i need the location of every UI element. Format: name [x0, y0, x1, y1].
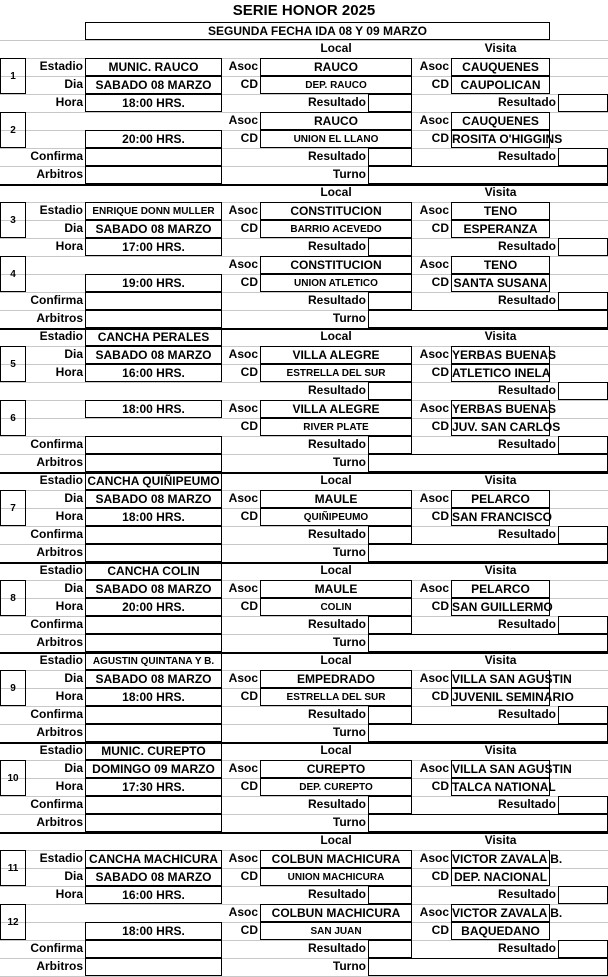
visita-header: Visita — [484, 473, 517, 487]
asoc-label: Asoc — [228, 905, 258, 919]
turno-label: Turno — [332, 545, 366, 559]
turno-label: Turno — [332, 959, 366, 973]
visita-asoc: VILLA SAN AGUSTIN — [452, 672, 572, 686]
asoc-label: Asoc — [419, 491, 449, 505]
dia-value: SABADO 08 MARZO — [85, 76, 222, 94]
hora-value: 20:00 HRS. — [85, 598, 222, 616]
local-asoc: COLBUN MACHICURA — [260, 850, 412, 868]
turno-label: Turno — [332, 815, 366, 829]
visita-asoc: VILLA SAN AGUSTIN — [452, 762, 572, 776]
local-asoc: MAULE — [260, 580, 412, 598]
local-asoc: RAUCO — [260, 58, 412, 76]
hora-value: 18:00 HRS. — [85, 922, 222, 940]
local-result-box — [368, 436, 412, 454]
local-header: Local — [320, 833, 352, 847]
arbitros-box — [85, 310, 222, 328]
turno-box — [368, 310, 608, 328]
local-header: Local — [320, 473, 352, 487]
cd-label: CD — [431, 275, 449, 289]
dia-label: Dia — [64, 671, 83, 685]
confirma-label: Confirma — [30, 527, 83, 541]
asoc-label: Asoc — [419, 257, 449, 271]
local-cd: SAN JUAN — [260, 922, 412, 940]
resultado-label: Resultado — [307, 437, 366, 451]
asoc-label: Asoc — [419, 203, 449, 217]
cd-label: CD — [431, 923, 449, 937]
confirma-box — [85, 526, 222, 544]
visita-asoc: PELARCO — [451, 490, 550, 508]
cd-label: CD — [240, 599, 258, 613]
estadio-label: Estadio — [39, 473, 83, 487]
visita-asoc: CAUQUENES — [451, 58, 550, 76]
asoc-label: Asoc — [419, 59, 449, 73]
local-cd: UNION MACHICURA — [260, 868, 412, 886]
resultado-label: Resultado — [307, 797, 366, 811]
hora-value: 16:00 HRS. — [85, 886, 222, 904]
visita-result-box — [558, 382, 608, 400]
visita-asoc: PELARCO — [451, 580, 550, 598]
local-cd: DEP. RAUCO — [260, 76, 412, 94]
turno-box — [368, 724, 608, 742]
confirma-box — [85, 616, 222, 634]
cd-label: CD — [240, 869, 258, 883]
resultado-label: Resultado — [497, 383, 556, 397]
visita-result-box — [558, 706, 608, 724]
hora-value: 18:00 HRS. — [85, 688, 222, 706]
asoc-label: Asoc — [228, 581, 258, 595]
match-number: 5 — [0, 346, 26, 382]
visita-asoc: VICTOR ZAVALA B. — [452, 906, 563, 920]
match-number: 10 — [0, 760, 26, 796]
match-number: 7 — [0, 490, 26, 526]
visita-asoc: TENO — [451, 256, 550, 274]
visita-cd: SANTA SUSANA — [451, 274, 550, 292]
visita-result-box — [558, 238, 608, 256]
cd-label: CD — [431, 779, 449, 793]
local-result-box — [368, 796, 412, 814]
hora-label: Hora — [55, 239, 83, 253]
local-result-box — [368, 94, 412, 112]
cd-label: CD — [240, 689, 258, 703]
asoc-label: Asoc — [419, 851, 449, 865]
local-asoc: CUREPTO — [260, 760, 412, 778]
cd-label: CD — [431, 869, 449, 883]
local-result-box — [368, 616, 412, 634]
visita-header: Visita — [484, 41, 517, 55]
arbitros-label: Arbitros — [36, 311, 83, 325]
turno-box — [368, 544, 608, 562]
arbitros-label: Arbitros — [36, 725, 83, 739]
hora-value: 16:00 HRS. — [85, 364, 222, 382]
dia-value: SABADO 08 MARZO — [85, 490, 222, 508]
match-number: 9 — [0, 670, 26, 706]
turno-label: Turno — [332, 167, 366, 181]
visita-result-box — [558, 526, 608, 544]
dia-label: Dia — [64, 491, 83, 505]
local-asoc: CONSTITUCION — [260, 256, 412, 274]
confirma-label: Confirma — [30, 437, 83, 451]
arbitros-box — [85, 814, 222, 832]
visita-result-box — [558, 796, 608, 814]
visita-cd: TALCA NATIONAL — [452, 780, 556, 794]
visita-cd: DEP. NACIONAL — [451, 868, 550, 886]
visita-cd: SAN FRANCISCO — [452, 510, 553, 524]
arbitros-box — [85, 454, 222, 472]
estadio-value: CANCHA PERALES — [85, 328, 222, 346]
cd-label: CD — [240, 779, 258, 793]
visita-cd: ATLETICO INELA — [452, 366, 551, 380]
local-cd: UNION EL LLANO — [260, 130, 412, 148]
dia-value: SABADO 08 MARZO — [85, 580, 222, 598]
hora-value: 20:00 HRS. — [85, 130, 222, 148]
visita-cd: SAN GUILLERMO — [452, 600, 553, 614]
confirma-label: Confirma — [30, 293, 83, 307]
cd-label: CD — [240, 131, 258, 145]
visita-cd: ROSITA O'HIGGINS — [452, 132, 563, 146]
cd-label: CD — [240, 419, 258, 433]
resultado-label: Resultado — [497, 941, 556, 955]
visita-result-box — [558, 616, 608, 634]
estadio-value: AGUSTIN QUINTANA Y B. — [85, 652, 222, 670]
resultado-label: Resultado — [307, 149, 366, 163]
hora-value: 18:00 HRS. — [85, 94, 222, 112]
local-result-box — [368, 526, 412, 544]
visita-header: Visita — [484, 743, 517, 757]
visita-cd: JUV. SAN CARLOS — [452, 420, 561, 434]
visita-result-box — [558, 292, 608, 310]
asoc-label: Asoc — [228, 491, 258, 505]
resultado-label: Resultado — [497, 149, 556, 163]
resultado-label: Resultado — [307, 887, 366, 901]
local-result-box — [368, 238, 412, 256]
turno-label: Turno — [332, 455, 366, 469]
hora-value: 17:30 HRS. — [85, 778, 222, 796]
asoc-label: Asoc — [228, 347, 258, 361]
resultado-label: Resultado — [307, 617, 366, 631]
dia-label: Dia — [64, 869, 83, 883]
estadio-label: Estadio — [39, 653, 83, 667]
resultado-label: Resultado — [307, 941, 366, 955]
local-cd: QUIÑIPEUMO — [260, 508, 412, 526]
local-header: Local — [320, 743, 352, 757]
local-cd: RIVER PLATE — [260, 418, 412, 436]
asoc-label: Asoc — [419, 905, 449, 919]
asoc-label: Asoc — [419, 761, 449, 775]
visita-cd: CAUPOLICAN — [451, 76, 550, 94]
resultado-label: Resultado — [307, 293, 366, 307]
estadio-value: CANCHA QUIÑIPEUMO — [85, 472, 222, 490]
local-asoc: CONSTITUCION — [260, 202, 412, 220]
confirma-box — [85, 796, 222, 814]
cd-label: CD — [431, 77, 449, 91]
asoc-label: Asoc — [419, 581, 449, 595]
arbitros-label: Arbitros — [36, 635, 83, 649]
dia-value: SABADO 08 MARZO — [85, 220, 222, 238]
visita-asoc: VICTOR ZAVALA B. — [452, 852, 563, 866]
turno-box — [368, 814, 608, 832]
hora-label: Hora — [55, 509, 83, 523]
arbitros-box — [85, 166, 222, 184]
match-number: 8 — [0, 580, 26, 616]
resultado-label: Resultado — [497, 437, 556, 451]
visita-asoc: YERBAS BUENAS — [452, 348, 557, 362]
resultado-label: Resultado — [307, 527, 366, 541]
turno-box — [368, 454, 608, 472]
asoc-label: Asoc — [228, 761, 258, 775]
hora-label: Hora — [55, 95, 83, 109]
resultado-label: Resultado — [497, 707, 556, 721]
local-header: Local — [320, 41, 352, 55]
cd-label: CD — [431, 599, 449, 613]
match-number: 11 — [0, 850, 26, 886]
asoc-label: Asoc — [228, 851, 258, 865]
turno-box — [368, 958, 608, 976]
match-number: 4 — [0, 256, 26, 292]
local-asoc: RAUCO — [260, 112, 412, 130]
dia-value: SABADO 08 MARZO — [85, 670, 222, 688]
local-asoc: COLBUN MACHICURA — [260, 904, 412, 922]
local-cd: ESTRELLA DEL SUR — [260, 364, 412, 382]
local-asoc: VILLA ALEGRE — [260, 400, 412, 418]
dia-label: Dia — [64, 581, 83, 595]
subtitle: SEGUNDA FECHA IDA 08 Y 09 MARZO — [85, 22, 550, 40]
hora-value: 17:00 HRS. — [85, 238, 222, 256]
cd-label: CD — [431, 689, 449, 703]
visita-result-box — [558, 886, 608, 904]
estadio-label: Estadio — [39, 743, 83, 757]
turno-label: Turno — [332, 635, 366, 649]
dia-label: Dia — [64, 221, 83, 235]
visita-result-box — [558, 940, 608, 958]
cd-label: CD — [431, 365, 449, 379]
estadio-value: CANCHA MACHICURA — [85, 850, 222, 868]
local-cd: UNION ATLETICO — [260, 274, 412, 292]
cd-label: CD — [240, 509, 258, 523]
confirma-box — [85, 292, 222, 310]
resultado-label: Resultado — [497, 887, 556, 901]
local-header: Local — [320, 329, 352, 343]
match-number: 1 — [0, 58, 26, 94]
turno-label: Turno — [332, 311, 366, 325]
confirma-label: Confirma — [30, 707, 83, 721]
local-result-box — [368, 148, 412, 166]
resultado-label: Resultado — [497, 797, 556, 811]
resultado-label: Resultado — [497, 293, 556, 307]
local-cd: BARRIO ACEVEDO — [260, 220, 412, 238]
asoc-label: Asoc — [228, 203, 258, 217]
arbitros-label: Arbitros — [36, 455, 83, 469]
arbitros-box — [85, 544, 222, 562]
hora-value: 18:00 HRS. — [85, 400, 222, 418]
dia-label: Dia — [64, 347, 83, 361]
arbitros-box — [85, 958, 222, 976]
dia-label: Dia — [64, 761, 83, 775]
asoc-label: Asoc — [419, 347, 449, 361]
cd-label: CD — [240, 923, 258, 937]
hora-label: Hora — [55, 689, 83, 703]
local-result-box — [368, 382, 412, 400]
match-number: 12 — [0, 904, 26, 940]
local-cd: ESTRELLA DEL SUR — [260, 688, 412, 706]
estadio-value: MUNIC. RAUCO — [85, 58, 222, 76]
resultado-label: Resultado — [307, 707, 366, 721]
dia-value: SABADO 08 MARZO — [85, 346, 222, 364]
cd-label: CD — [431, 419, 449, 433]
visita-header: Visita — [484, 329, 517, 343]
turno-box — [368, 634, 608, 652]
asoc-label: Asoc — [419, 113, 449, 127]
visita-asoc: CAUQUENES — [451, 112, 550, 130]
local-asoc: MAULE — [260, 490, 412, 508]
confirma-box — [85, 940, 222, 958]
visita-cd: BAQUEDANO — [451, 922, 550, 940]
local-header: Local — [320, 185, 352, 199]
estadio-value: CANCHA COLIN — [85, 562, 222, 580]
dia-label: Dia — [64, 77, 83, 91]
estadio-label: Estadio — [39, 851, 83, 865]
resultado-label: Resultado — [497, 95, 556, 109]
local-result-box — [368, 292, 412, 310]
visita-result-box — [558, 94, 608, 112]
asoc-label: Asoc — [228, 257, 258, 271]
visita-header: Visita — [484, 563, 517, 577]
estadio-label: Estadio — [39, 59, 83, 73]
dia-value: SABADO 08 MARZO — [85, 868, 222, 886]
hora-label: Hora — [55, 887, 83, 901]
visita-result-box — [558, 148, 608, 166]
visita-header: Visita — [484, 185, 517, 199]
visita-result-box — [558, 436, 608, 454]
confirma-label: Confirma — [30, 149, 83, 163]
visita-asoc: YERBAS BUENAS — [452, 402, 557, 416]
cd-label: CD — [240, 221, 258, 235]
confirma-box — [85, 148, 222, 166]
match-number: 3 — [0, 202, 26, 238]
confirma-label: Confirma — [30, 941, 83, 955]
confirma-label: Confirma — [30, 617, 83, 631]
asoc-label: Asoc — [228, 113, 258, 127]
match-number: 6 — [0, 400, 26, 436]
local-result-box — [368, 706, 412, 724]
visita-header: Visita — [484, 653, 517, 667]
estadio-label: Estadio — [39, 329, 83, 343]
resultado-label: Resultado — [497, 527, 556, 541]
arbitros-label: Arbitros — [36, 959, 83, 973]
local-asoc: VILLA ALEGRE — [260, 346, 412, 364]
local-header: Local — [320, 563, 352, 577]
arbitros-label: Arbitros — [36, 815, 83, 829]
resultado-label: Resultado — [497, 617, 556, 631]
asoc-label: Asoc — [228, 671, 258, 685]
cd-label: CD — [240, 365, 258, 379]
estadio-label: Estadio — [39, 563, 83, 577]
arbitros-box — [85, 634, 222, 652]
local-cd: DEP. CUREPTO — [260, 778, 412, 796]
hora-label: Hora — [55, 599, 83, 613]
resultado-label: Resultado — [497, 239, 556, 253]
confirma-box — [85, 436, 222, 454]
local-result-box — [368, 886, 412, 904]
estadio-value: MUNIC. CUREPTO — [85, 742, 222, 760]
cd-label: CD — [431, 131, 449, 145]
match-number: 2 — [0, 112, 26, 148]
cd-label: CD — [240, 77, 258, 91]
confirma-box — [85, 706, 222, 724]
hora-label: Hora — [55, 365, 83, 379]
asoc-label: Asoc — [228, 59, 258, 73]
local-header: Local — [320, 653, 352, 667]
hora-label: Hora — [55, 779, 83, 793]
arbitros-label: Arbitros — [36, 167, 83, 181]
resultado-label: Resultado — [307, 383, 366, 397]
visita-asoc: TENO — [451, 202, 550, 220]
local-asoc: EMPEDRADO — [260, 670, 412, 688]
visita-cd: JUVENIL SEMINARIO — [452, 690, 574, 704]
visita-header: Visita — [484, 833, 517, 847]
confirma-label: Confirma — [30, 797, 83, 811]
estadio-value: ENRIQUE DONN MULLER — [85, 202, 222, 220]
resultado-label: Resultado — [307, 239, 366, 253]
estadio-label: Estadio — [39, 203, 83, 217]
arbitros-box — [85, 724, 222, 742]
hora-value: 19:00 HRS. — [85, 274, 222, 292]
asoc-label: Asoc — [419, 671, 449, 685]
asoc-label: Asoc — [419, 401, 449, 415]
cd-label: CD — [431, 509, 449, 523]
visita-cd: ESPERANZA — [451, 220, 550, 238]
hora-value: 18:00 HRS. — [85, 508, 222, 526]
asoc-label: Asoc — [228, 401, 258, 415]
dia-value: DOMINGO 09 MARZO — [85, 760, 222, 778]
cd-label: CD — [240, 275, 258, 289]
sheet-title: SERIE HONOR 2025 — [232, 2, 376, 19]
turno-box — [368, 166, 608, 184]
turno-label: Turno — [332, 725, 366, 739]
local-result-box — [368, 940, 412, 958]
cd-label: CD — [431, 221, 449, 235]
resultado-label: Resultado — [307, 95, 366, 109]
local-cd: COLIN — [260, 598, 412, 616]
arbitros-label: Arbitros — [36, 545, 83, 559]
